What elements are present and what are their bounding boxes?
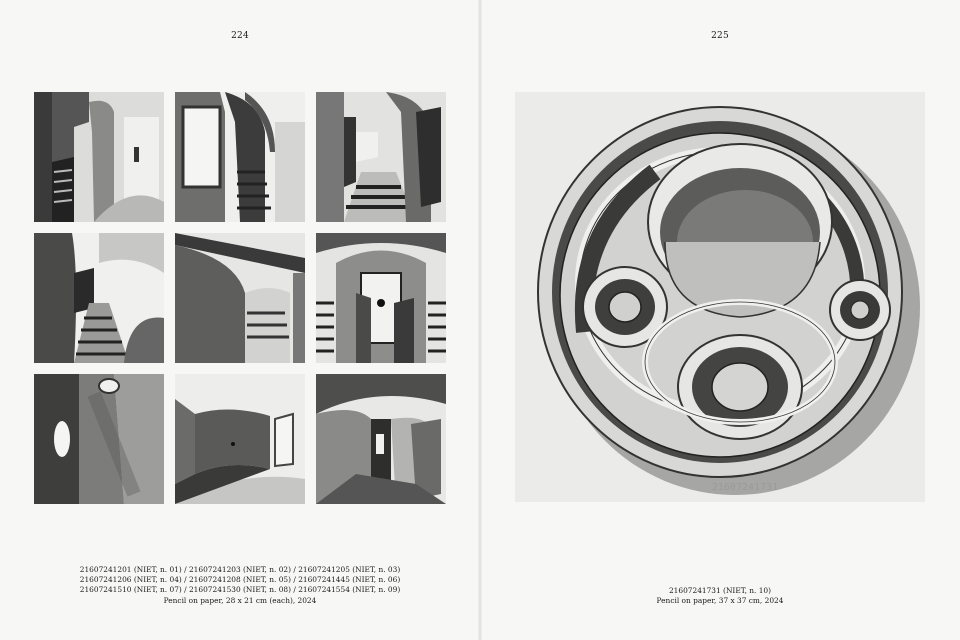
page-number-left: 224	[231, 31, 249, 41]
page-number-right: 225	[711, 31, 729, 41]
caption-left-line-2: 21607241206 (NIET, n. 04) / 21607241208 (NIET, n. 05) / 21607241445 (NIET, n. 06)	[79, 575, 401, 585]
drawing-niet-10	[515, 92, 925, 502]
caption-right-line-2: Pencil on paper, 37 x 37 cm, 2024	[656, 596, 784, 606]
drawing-niet-06	[316, 233, 446, 363]
caption-left-line-3: 21607241510 (NIET, n. 07) / 21607241530 (NIET, n. 08) / 21607241554 (NIET, n. 09)	[79, 585, 401, 595]
caption-left-line-1: 21607241201 (NIET, n. 01) / 21607241203 (NIET, n. 02) / 21607241205 (NIET, n. 03)	[79, 565, 401, 574]
caption-right-line-1: 21607241731 (NIET, n. 10)	[668, 586, 772, 595]
drawing-niet-08	[175, 374, 305, 504]
drawing-niet-02	[175, 92, 305, 222]
caption-left	[60, 565, 420, 606]
drawing-grid	[34, 92, 446, 502]
drawing-niet-01	[34, 92, 164, 222]
drawing-niet-09	[316, 374, 446, 504]
drawing-niet-07	[34, 374, 164, 504]
drawing-niet-04	[34, 233, 164, 363]
drawing-signature: 21607241731	[711, 482, 779, 493]
caption-right	[540, 586, 900, 606]
drawing-niet-03	[316, 92, 446, 222]
drawing-niet-05	[175, 233, 305, 363]
book-gutter	[478, 0, 482, 640]
caption-left-line-4: Pencil on paper, 28 x 21 cm (each), 2024	[163, 595, 317, 605]
